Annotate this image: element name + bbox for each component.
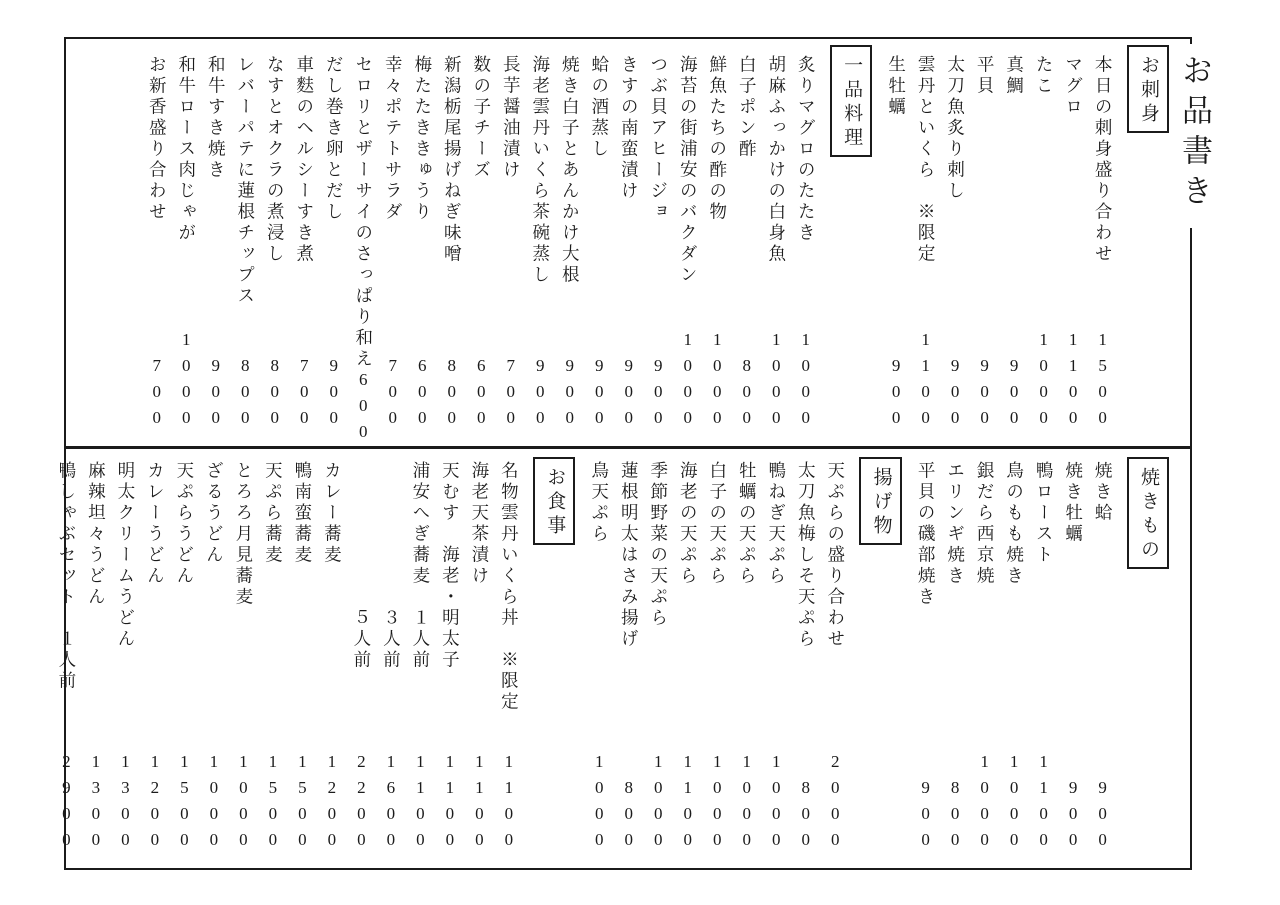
menu-item: [294, 55, 315, 434]
item-name: 海老雲丹いくら茶碗蒸し: [530, 55, 551, 286]
menu-item: [441, 55, 462, 434]
item-price: 1000: [796, 330, 816, 434]
menu-item: [974, 55, 995, 434]
item-name: だし巻き卵とだし: [324, 55, 345, 223]
menu-item: [351, 461, 372, 856]
item-name: たこ: [1034, 55, 1055, 97]
item-price: 900: [589, 356, 609, 434]
item-price: 1600: [381, 752, 401, 856]
item-price: 1100: [410, 752, 430, 856]
item-name: 焼き蛤: [1093, 461, 1114, 524]
item-price: 900: [975, 356, 995, 434]
item-price: 900: [916, 778, 936, 856]
menu-item: [439, 461, 460, 856]
item-price: 900: [945, 356, 965, 434]
section-divider: [66, 446, 1190, 449]
item-name: 梅たたききゅうり: [412, 55, 433, 223]
item-name: 本日の刺身盛り合わせ: [1093, 55, 1114, 265]
item-name: エリンギ焼き: [945, 461, 966, 587]
menu-item: [945, 461, 966, 856]
item-price: 900: [619, 356, 639, 434]
item-name: 雲丹といくら ※限定: [916, 55, 937, 265]
menu-item: [559, 55, 580, 434]
menu-item: [498, 461, 519, 856]
item-price: 600: [353, 370, 373, 448]
item-name: 天むす 海老・明太子: [440, 461, 461, 671]
menu-title: お品書き: [1171, 44, 1218, 228]
menu-item: [736, 461, 757, 856]
menu-item: [144, 461, 165, 856]
menu-item: [618, 55, 639, 434]
item-name: 白子の天ぷら: [707, 461, 728, 587]
menu-item: [410, 461, 431, 856]
item-price: 800: [945, 778, 965, 856]
menu-item: [766, 461, 787, 856]
item-name: 牡蠣の天ぷら: [737, 461, 758, 587]
menu-item: [56, 461, 77, 856]
item-name: 和牛ロース肉じゃが: [176, 55, 197, 244]
item-name: つぶ貝アヒージョ: [648, 55, 669, 223]
item-name: 太刀魚炙り刺し: [945, 55, 966, 202]
item-name: 鴨南蛮蕎麦: [292, 461, 313, 566]
item-name: 鴨ロースト: [1034, 461, 1055, 566]
item-name: 浦安へぎ蕎麦 １人前: [410, 461, 431, 671]
item-name: ３人前: [381, 461, 402, 671]
item-price: 900: [1063, 778, 1083, 856]
menu-item: [1063, 461, 1084, 856]
menu-item: [589, 461, 610, 856]
item-price: 900: [1093, 778, 1113, 856]
menu-item: [915, 461, 936, 856]
item-name: お新香盛り合わせ: [147, 55, 168, 223]
item-price: 1100: [469, 752, 489, 856]
menu-item: [115, 461, 136, 856]
item-name: カレー蕎麦: [322, 461, 343, 566]
menu-item: [146, 55, 167, 434]
menu-item: [412, 55, 433, 434]
item-name: とろろ月見蕎麦: [233, 461, 254, 608]
menu-item: [174, 461, 195, 856]
menu-item: [825, 461, 846, 856]
section-header-box: 揚げ物: [859, 457, 901, 545]
section-header: [1127, 45, 1169, 434]
menu-panel-bottom: [56, 450, 1190, 868]
section-header-box: お食事: [533, 457, 575, 545]
item-price: 1000: [707, 330, 727, 434]
item-price: 1000: [589, 752, 609, 856]
menu-item: [176, 55, 197, 434]
item-price: 1200: [322, 752, 342, 856]
menu-item: [469, 461, 490, 856]
item-name: 鳥天ぷら: [589, 461, 610, 545]
item-price: 1500: [174, 752, 194, 856]
item-name: 麻辣坦々うどん: [86, 461, 107, 608]
item-price: 1100: [1034, 752, 1054, 856]
section-header: [830, 45, 872, 434]
item-price: 1000: [1004, 752, 1024, 856]
menu-item: [648, 55, 669, 434]
menu-item: [233, 461, 254, 856]
item-price: 800: [737, 356, 757, 434]
menu-item: [1033, 55, 1054, 434]
menu-item: [945, 55, 966, 434]
item-price: 1000: [204, 752, 224, 856]
item-name: ５人前: [351, 461, 372, 671]
item-price: 1000: [737, 752, 757, 856]
item-name: 胡麻ふっかけの白身魚: [766, 55, 787, 265]
item-name: 和牛すき焼き: [206, 55, 227, 181]
item-name: 海老の天ぷら: [678, 461, 699, 587]
item-price: 1000: [975, 752, 995, 856]
item-price: 2900: [56, 752, 76, 856]
item-name: 海老天茶漬け: [469, 461, 490, 587]
menu-item: [321, 461, 342, 856]
item-name: 焼き白子とあんかけ大根: [560, 55, 581, 286]
menu-item: [264, 55, 285, 434]
menu-item: [292, 461, 313, 856]
item-price: 800: [265, 356, 285, 434]
item-price: 700: [294, 356, 314, 434]
item-price: 1500: [263, 752, 283, 856]
item-name: マグロ: [1063, 55, 1084, 118]
menu-item: [677, 55, 698, 434]
menu-item: [766, 55, 787, 434]
item-name: 車麩のヘルシーすき煮: [294, 55, 315, 265]
item-price: 800: [235, 356, 255, 434]
menu-item: [500, 55, 521, 434]
item-price: 2200: [351, 752, 371, 856]
item-name: 長芋醤油漬け: [501, 55, 522, 181]
item-name: 蓮根明太はさみ揚げ: [619, 461, 640, 650]
item-name: 天ぷらうどん: [174, 461, 195, 587]
menu-item: [1033, 461, 1054, 856]
item-name: セロリとザーサイのさっぱり和え: [353, 55, 374, 370]
menu-item: [1063, 55, 1084, 434]
item-name: 天ぷら蕎麦: [263, 461, 284, 566]
menu-item: [886, 55, 907, 434]
item-price: 800: [442, 356, 462, 434]
item-name: ざるうどん: [204, 461, 225, 566]
item-name: なすとオクラの煮浸し: [265, 55, 286, 265]
item-name: 鳥のもも焼き: [1004, 461, 1025, 587]
menu-item: [1092, 55, 1113, 434]
item-name: 明太クリームうどん: [115, 461, 136, 650]
menu-item: [736, 55, 757, 434]
item-name: 太刀魚梅しそ天ぷら: [796, 461, 817, 650]
item-price: 1100: [440, 752, 460, 856]
menu-item: [589, 55, 610, 434]
item-name: 鴨しゃぶセット １人前: [56, 461, 77, 692]
item-name: 銀だら西京焼: [975, 461, 996, 587]
section-header: [533, 457, 575, 856]
item-name: 鴨ねぎ天ぷら: [766, 461, 787, 587]
item-name: きすの南蛮漬け: [619, 55, 640, 202]
item-price: 1000: [233, 752, 253, 856]
menu-item: [1092, 461, 1113, 856]
item-price: 1000: [766, 752, 786, 856]
item-name: 数の子チーズ: [471, 55, 492, 181]
item-price: 1200: [145, 752, 165, 856]
item-name: 幸々ポテトサラダ: [383, 55, 404, 223]
menu-item: [677, 461, 698, 856]
menu-item: [915, 55, 936, 434]
item-price: 900: [324, 356, 344, 434]
menu-item: [353, 55, 374, 448]
menu-item: [618, 461, 639, 856]
item-price: 1000: [766, 330, 786, 434]
menu-item: [707, 55, 728, 434]
item-price: 700: [147, 356, 167, 434]
menu-item: [382, 55, 403, 434]
menu-item: [648, 461, 669, 856]
item-price: 700: [383, 356, 403, 434]
item-name: 焼き牡蠣: [1063, 461, 1084, 545]
item-name: 新潟栃尾揚げねぎ味噌: [442, 55, 463, 265]
item-name: 天ぷらの盛り合わせ: [825, 461, 846, 650]
item-name: カレーうどん: [145, 461, 166, 587]
menu-item: [707, 461, 728, 856]
item-price: 600: [412, 356, 432, 434]
item-price: 900: [886, 356, 906, 434]
item-name: 真鯛: [1004, 55, 1025, 97]
menu-item: [323, 55, 344, 434]
menu-item: [974, 461, 995, 856]
item-price: 800: [619, 778, 639, 856]
item-name: 生牡蠣: [886, 55, 907, 118]
item-price: 1300: [115, 752, 135, 856]
item-name: 蛤の酒蒸し: [589, 55, 610, 160]
menu-item: [795, 461, 816, 856]
menu-item: [262, 461, 283, 856]
item-price: 1100: [678, 752, 698, 856]
item-name: 炙りマグロのたたき: [796, 55, 817, 244]
item-price: 1500: [292, 752, 312, 856]
item-price: 900: [1004, 356, 1024, 434]
item-price: 1500: [1093, 330, 1113, 434]
item-name: レバーパテに蓮根チップス: [235, 55, 256, 307]
menu-item: [1004, 55, 1025, 434]
item-price: 2000: [825, 752, 845, 856]
item-price: 700: [501, 356, 521, 434]
menu-item: [203, 461, 224, 856]
menu-panel-top: [66, 39, 1190, 448]
item-price: 1000: [678, 330, 698, 434]
section-header: [859, 457, 901, 856]
section-header-box: 一品料理: [830, 45, 872, 157]
item-price: 900: [530, 356, 550, 434]
menu-item: [380, 461, 401, 856]
item-price: 1000: [707, 752, 727, 856]
item-price: 1000: [1034, 330, 1054, 434]
item-price: 1100: [1063, 330, 1083, 434]
section-header-box: 焼きもの: [1127, 457, 1169, 569]
item-name: 平貝: [975, 55, 996, 97]
item-price: 600: [471, 356, 491, 434]
item-price: 800: [796, 778, 816, 856]
item-price: 1100: [916, 330, 936, 434]
item-price: 1000: [648, 752, 668, 856]
item-name: 季節野菜の天ぷら: [648, 461, 669, 629]
menu-item: [205, 55, 226, 434]
section-header-box: お刺身: [1127, 45, 1169, 133]
item-name: 海苔の街浦安のバクダン: [678, 55, 699, 286]
item-price: 1300: [86, 752, 106, 856]
menu-item: [1004, 461, 1025, 856]
item-name: 平貝の磯部焼き: [916, 461, 937, 608]
item-name: 白子ポン酢: [737, 55, 758, 160]
item-name: 名物雲丹いくら丼 ※限定: [499, 461, 520, 713]
section-header: [1127, 457, 1169, 856]
item-price: 900: [648, 356, 668, 434]
item-price: 1100: [499, 752, 519, 856]
menu-item: [235, 55, 256, 434]
item-price: 900: [206, 356, 226, 434]
menu-item: [530, 55, 551, 434]
menu-item: [85, 461, 106, 856]
menu-item: [471, 55, 492, 434]
item-price: 1000: [176, 330, 196, 434]
item-price: 900: [560, 356, 580, 434]
item-name: 鮮魚たちの酢の物: [707, 55, 728, 223]
menu-item: [795, 55, 816, 434]
